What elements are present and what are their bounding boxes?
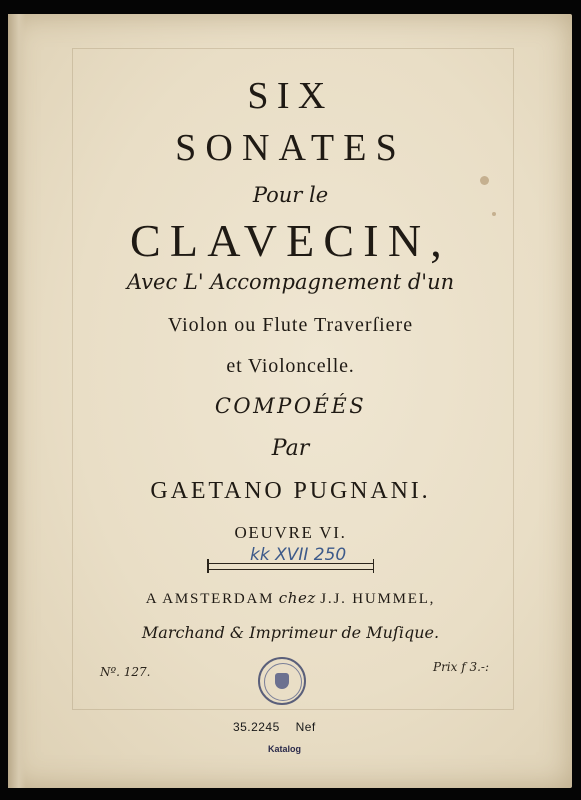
stamp-emblem-icon (275, 673, 289, 689)
opus-number: OEUVRE VI. (234, 523, 347, 542)
handwritten-catalog-note: kk XVII 250 (250, 545, 347, 565)
library-stamp-icon (258, 657, 306, 705)
shelfmark-number: 35.2245 (233, 720, 280, 734)
title-accompaniment: Avec L' Accompagnement d'un (126, 270, 455, 294)
title-six: SIX (247, 75, 334, 117)
price-label: Prix f 3.-: (433, 660, 490, 674)
publisher-trade: Marchand & Imprimeur de Muſique. (141, 623, 440, 642)
publisher-chez: chez (278, 589, 316, 607)
title-sonates: SONATES (175, 127, 406, 169)
decorative-double-rule (207, 563, 374, 570)
publisher-line (0, 589, 581, 608)
shelfmark-suffix: Nef (295, 720, 316, 734)
shelfmark (233, 720, 316, 734)
composer-name: GAETANO PUGNANI. (150, 478, 431, 504)
title-pour-le: Pour le (252, 183, 329, 207)
publisher-city: A AMSTERDAM (145, 591, 275, 607)
publisher-name: J.J. HUMMEL, (320, 591, 436, 607)
title-clavecin: CLAVECIN, (130, 215, 451, 266)
title-par: Par (271, 436, 310, 461)
plate-number: Nº. 127. (100, 665, 151, 679)
title-instruments: Violon ou Flute Traverſiere (167, 314, 414, 336)
title-violoncelle: et Violoncelle. (226, 355, 355, 377)
katalog-stamp-label: Katalog (268, 744, 302, 754)
title-composees: COMPOÉÉS (214, 394, 367, 418)
